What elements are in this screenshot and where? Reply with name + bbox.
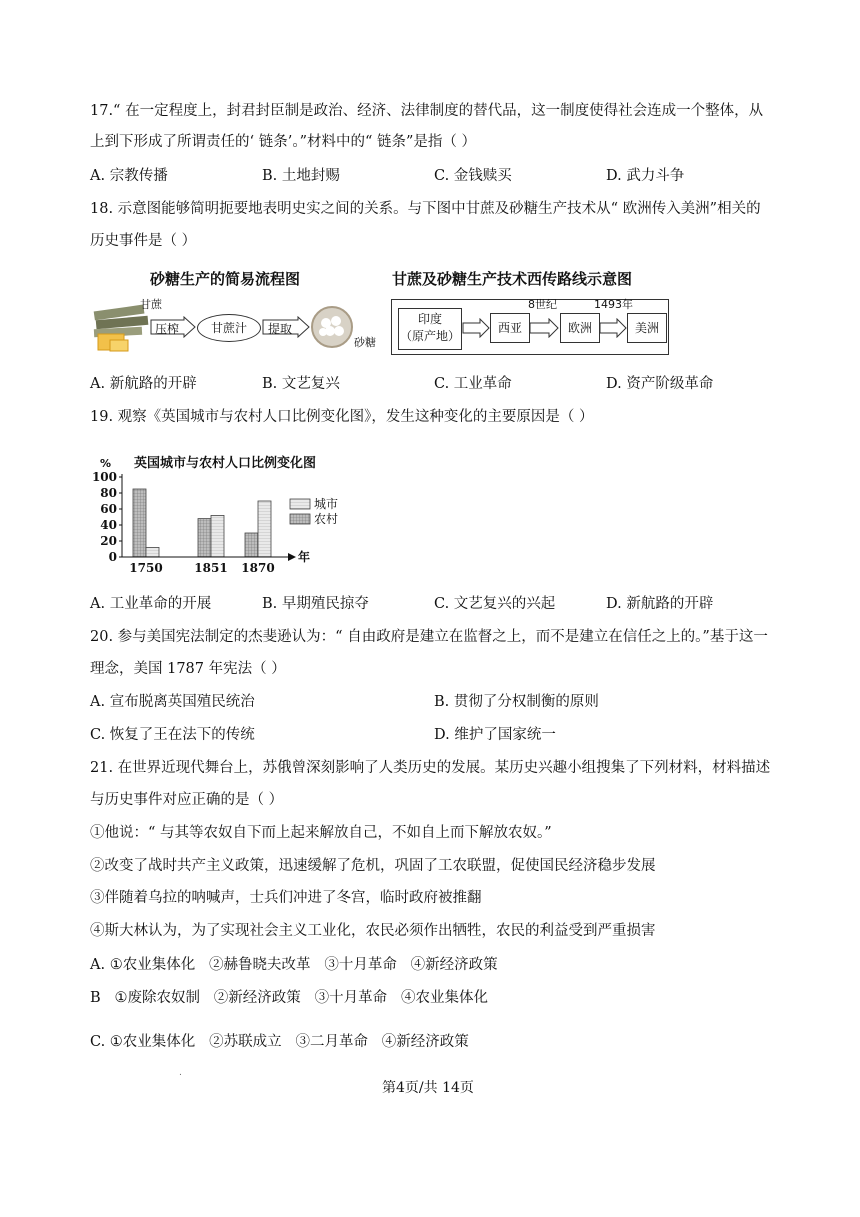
chart-x-axis-arrow <box>288 553 296 561</box>
q21-material-3: ③伴随着乌拉的呐喊声，士兵们冲进了冬宫，临时政府被推翻 <box>90 890 482 906</box>
route-node-america: 美洲 <box>627 313 667 343</box>
route-node-west-asia: 西亚 <box>490 313 530 343</box>
legend-swatch-rural <box>290 514 310 524</box>
q19-option-c[interactable]: C. 文艺复兴的兴起 <box>434 596 556 612</box>
q17-option-c[interactable]: C. 金钱赎买 <box>434 168 512 184</box>
q20-stem-line2: 理念，美国 1787 年宪法（ ） <box>90 661 286 677</box>
legend-swatch-urban <box>290 499 310 509</box>
bar-rural-1870 <box>245 533 258 557</box>
q18-option-a[interactable]: A. 新航路的开辟 <box>90 376 197 392</box>
route-node-india <box>398 308 462 350</box>
bar-rural-1750 <box>133 489 146 557</box>
q21-option-c[interactable]: C. ①农业集体化 ②苏联成立 ③二月革命 ④新经济政策 <box>90 1034 469 1050</box>
route-arrow-3 <box>599 318 627 338</box>
q21-stem-line2: 与历史事件对应正确的是（ ） <box>90 792 284 808</box>
flow-label-extract: 提取 <box>268 322 293 336</box>
route-label-8th-century: 8世纪 <box>528 298 557 311</box>
q21-option-b[interactable]: B ①废除农奴制 ②新经济政策 ③十月革命 ④农业集体化 <box>90 990 488 1006</box>
q21-material-4: ④斯大林认为，为了实现社会主义工业化，农民必须作出牺牲，农民的利益受到严重损害 <box>90 923 656 939</box>
q20-option-d[interactable]: D. 维护了国家统一 <box>434 727 556 743</box>
q17-option-a[interactable]: A. 宗教传播 <box>90 168 168 184</box>
q19-stem: 19. 观察《英国城市与农村人口比例变化图》，发生这种变化的主要原因是（ ） <box>90 409 594 425</box>
q20-option-c[interactable]: C. 恢复了王在法下的传统 <box>90 727 255 743</box>
q18-stem-line2: 历史事件是（ ） <box>90 233 197 249</box>
q18-figure-left-title: 砂糖生产的简易流程图 <box>150 270 301 288</box>
y-tick-label: 60 <box>100 502 117 516</box>
footer-dot: . <box>179 1068 182 1078</box>
q17-stem-line2: 上到下形成了所谓责任的‘ 链条’。”材料中的“ 链条”是指（ ） <box>90 134 477 150</box>
q21-option-a[interactable]: A. ①农业集体化 ②赫鲁晓夫改革 ③十月革命 ④新经济政策 <box>90 957 498 973</box>
y-tick-label: 0 <box>108 550 117 564</box>
q18-option-b[interactable]: B. 文艺复兴 <box>262 376 340 392</box>
q18-option-c[interactable]: C. 工业革命 <box>434 376 512 392</box>
y-tick-label: 80 <box>100 486 117 500</box>
sugar-bowl-image <box>310 305 354 349</box>
bar-urban-1851 <box>211 515 224 557</box>
route-label-1493: 1493年 <box>594 298 633 311</box>
flow-label-press: 压榨 <box>155 322 180 336</box>
q20-option-b[interactable]: B. 贯彻了分权制衡的原则 <box>434 694 599 710</box>
bar-urban-1870 <box>258 501 271 557</box>
q18-option-d[interactable]: D. 资产阶级革命 <box>606 376 714 392</box>
q20-option-a[interactable]: A. 宣布脱离英国殖民统治 <box>90 694 255 710</box>
flow-node-juice: 甘蔗汁 <box>197 314 261 342</box>
q19-option-a[interactable]: A. 工业革命的开展 <box>90 596 212 612</box>
bar-rural-1851 <box>198 519 211 557</box>
y-tick-label: 40 <box>100 518 117 532</box>
chart-ylabel: % <box>100 457 112 470</box>
x-tick-label: 1870 <box>241 561 275 575</box>
q17-option-b[interactable]: B. 土地封赐 <box>262 168 340 184</box>
flow-label-sugar: 砂糖 <box>354 336 376 349</box>
x-tick-label: 1851 <box>194 561 228 575</box>
q20-stem-line1: 20. 参与美国宪法制定的杰斐逊认为：“ 自由政府是建立在监督之上，而不是建立在信任之上的。”基于这一 <box>90 629 768 645</box>
q18-stem-line1: 18. 示意图能够简明扼要地表明史实之间的关系。与下图中甘蔗及砂糖生产技术从“ 欧洲传入美洲”相关的 <box>90 201 761 217</box>
bar-urban-1750 <box>146 547 159 557</box>
y-tick-label: 100 <box>92 470 117 484</box>
q19-option-d[interactable]: D. 新航路的开辟 <box>606 596 714 612</box>
route-arrow-2 <box>529 318 559 338</box>
q19-option-b[interactable]: B. 早期殖民掠夺 <box>262 596 369 612</box>
legend-label-rural: 农村 <box>314 512 339 526</box>
route-arrow-1 <box>462 318 490 338</box>
q21-stem-line1: 21. 在世界近现代舞台上，苏俄曾深刻影响了人类历史的发展。某历史兴趣小组搜集了下列材料，材料描述 <box>90 760 771 776</box>
legend-label-urban: 城市 <box>314 497 339 511</box>
page-number: 第4页/共 14页 <box>382 1080 474 1096</box>
chart-title: 英国城市与农村人口比例变化图 <box>134 456 317 471</box>
flow-label-sugarcane: 甘蔗 <box>140 298 162 311</box>
q17-stem-line1: 17.“ 在一定程度上，封君封臣制是政治、经济、法律制度的替代品，这一制度使得社会连成一个整体，从 <box>90 103 764 119</box>
q17-option-d[interactable]: D. 武力斗争 <box>606 168 685 184</box>
x-tick-label: 1750 <box>129 561 163 575</box>
q21-material-2: ②改变了战时共产主义政策，迅速缓解了危机，巩固了工农联盟，促使国民经济稳步发展 <box>90 858 656 874</box>
chart-xlabel: 年 <box>298 550 311 564</box>
y-tick-label: 20 <box>100 534 117 548</box>
route-node-europe: 欧洲 <box>560 313 600 343</box>
q21-material-1: ①他说：“ 与其等农奴自下而上起来解放自己，不如自上而下解放农奴。” <box>90 825 552 841</box>
population-ratio-chart <box>92 448 352 578</box>
q18-figure-right-title: 甘蔗及砂糖生产技术西传路线示意图 <box>392 270 633 288</box>
route-india-name: 印度 <box>417 312 442 326</box>
route-india-origin: （原产地） <box>399 329 460 343</box>
